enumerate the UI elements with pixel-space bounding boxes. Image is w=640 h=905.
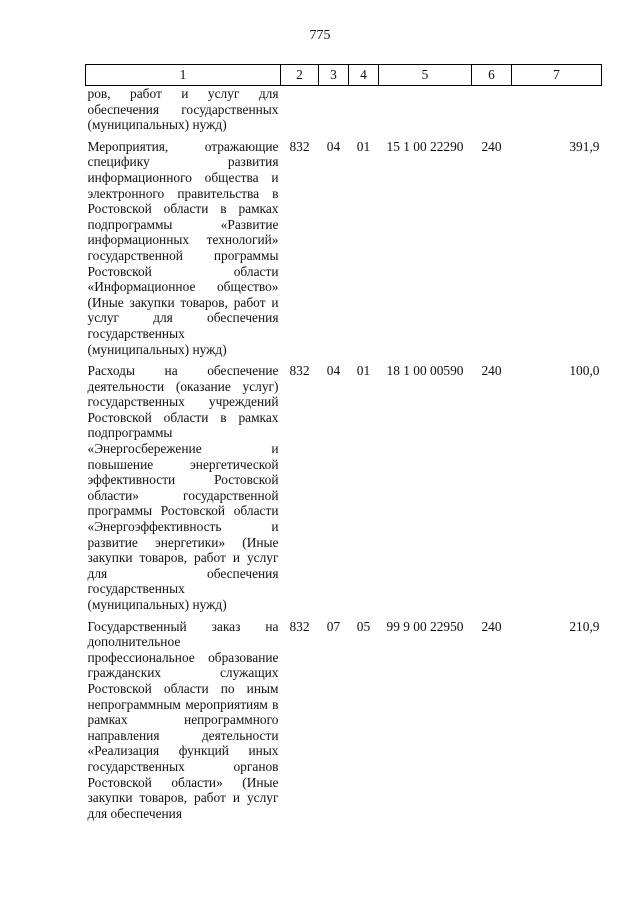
table-row: [86, 619, 602, 828]
row-amount: 100,0: [569, 363, 600, 379]
header-col-5: 5: [379, 65, 472, 86]
row-section-code: [319, 86, 349, 139]
row-subsection-code: 01: [356, 363, 371, 379]
page-number: 775: [309, 28, 331, 43]
header-col-4: 4: [349, 65, 379, 86]
table-row: [86, 86, 602, 139]
row-section-code: 04: [326, 138, 341, 154]
table-row: [86, 139, 602, 363]
header-col-7: 7: [512, 65, 602, 86]
header-col-1: 1: [86, 65, 281, 86]
row-description: Государственный заказ на дополнительное профессиональное образование гражданских служащих Ростовской области по иным непрограммным мероприятиям в рамках непрограммного направления деятельности «Реализация функций иных государственных органов Ростовской области» (Иные закупки товаров, работ и услуг для обеспечения: [87, 618, 279, 821]
row-subsection-code: 05: [356, 618, 371, 634]
row-ministry-code: [281, 86, 319, 139]
header-col-3: 3: [319, 65, 349, 86]
row-description: ров, работ и услуг для обеспечения государственных (муниципальных) нужд): [87, 86, 279, 133]
table-header-row: [86, 65, 602, 86]
row-description: Расходы на обеспечение деятельности (оказание услуг) государственных учреждений Ростовской области в рамках подпрограммы «Энергосбережение и повышение энергетической эффективности Ростовской области» государственной программы Ростовской области «Энергоэффективность и развитие энергетики» (Иные закупки товаров, работ и услуг для обеспечения государственных (муниципальных) нужд): [87, 363, 279, 612]
row-description: Мероприятия, отражающие специфику развития информационного общества и электронного правительства в Ростовской области в рамках подпрограммы «Развитие информационных технологий» государственной программы Ростовской области «Информационное общество» (Иные закупки товаров, работ и услуг для обеспечения государственных (муниципальных) нужд): [87, 138, 279, 357]
row-ministry-code: 832: [289, 363, 310, 379]
row-ministry-code: 832: [289, 618, 310, 634]
row-target-article: 18 1 00 00590: [386, 363, 464, 379]
row-expense-type: 240: [481, 363, 502, 379]
row-amount: 210,9: [569, 618, 600, 634]
row-section-code: 04: [326, 363, 341, 379]
row-subsection-code: [349, 86, 379, 139]
row-amount: 391,9: [569, 138, 600, 154]
row-expense-type: 240: [481, 618, 502, 634]
row-target-article: 99 9 00 22950: [386, 618, 464, 634]
row-expense-type: [472, 86, 512, 139]
header-col-6: 6: [472, 65, 512, 86]
table-row: [86, 363, 602, 619]
row-ministry-code: 832: [289, 138, 310, 154]
row-amount: [512, 86, 602, 139]
header-col-2: 2: [281, 65, 319, 86]
row-target-article: 15 1 00 22290: [386, 138, 464, 154]
row-expense-type: 240: [481, 138, 502, 154]
row-target-article: [379, 86, 472, 139]
row-section-code: 07: [326, 618, 341, 634]
budget-table: [85, 64, 602, 827]
row-subsection-code: 01: [356, 138, 371, 154]
